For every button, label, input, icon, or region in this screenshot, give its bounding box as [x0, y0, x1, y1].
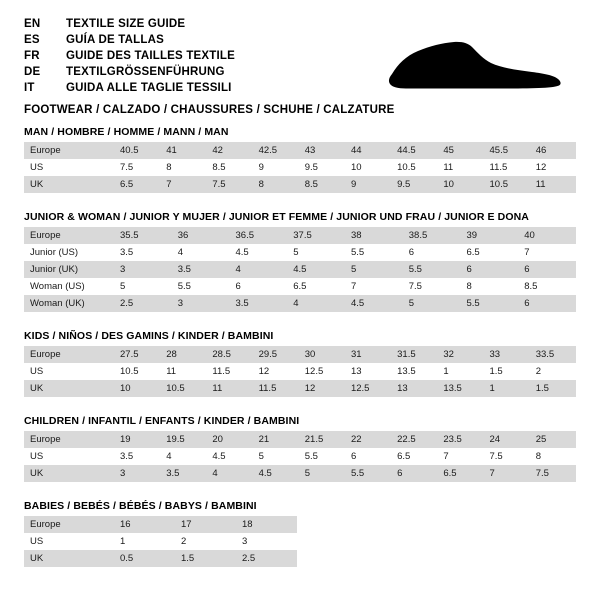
table-cell: 16 — [114, 516, 175, 533]
table-cell: 4 — [287, 295, 345, 312]
table-cell: 7.5 — [403, 278, 461, 295]
table-cell: 6.5 — [391, 448, 437, 465]
table-cell: 6.5 — [437, 465, 483, 482]
table-cell: 28.5 — [206, 346, 252, 363]
language-row — [24, 32, 235, 48]
row-label: Europe — [24, 227, 114, 244]
language-code: ES — [24, 34, 40, 46]
table-cell: 5.5 — [345, 465, 391, 482]
table-cell: 5 — [345, 261, 403, 278]
language-row — [24, 48, 235, 64]
table-cell: 23.5 — [437, 431, 483, 448]
table-cell: 36.5 — [230, 227, 288, 244]
table-cell: 10.5 — [160, 380, 206, 397]
table-cell: 12 — [299, 380, 345, 397]
table-cell: 9.5 — [391, 176, 437, 193]
table-cell: 17 — [175, 516, 236, 533]
table-cell: 5.5 — [403, 261, 461, 278]
size-group-kids — [24, 330, 576, 397]
group-title: CHILDREN / INFANTIL / ENFANTS / KINDER / BAMBINI — [24, 415, 300, 427]
table-cell: 25 — [530, 431, 576, 448]
table-row — [24, 465, 576, 482]
language-title: TEXTILGRÖSSENFÜHRUNG — [66, 66, 225, 78]
table-cell: 45.5 — [484, 142, 530, 159]
row-label: Woman (US) — [24, 278, 114, 295]
row-label: Junior (UK) — [24, 261, 114, 278]
size-group-children — [24, 415, 576, 482]
language-title-list — [24, 16, 235, 96]
row-label: Europe — [24, 142, 114, 159]
size-table — [24, 142, 576, 193]
table-cell: 40.5 — [114, 142, 160, 159]
table-cell: 21 — [253, 431, 299, 448]
row-label: Europe — [24, 346, 114, 363]
table-cell: 1 — [114, 533, 175, 550]
table-cell: 36 — [172, 227, 230, 244]
table-cell: 20 — [206, 431, 252, 448]
table-cell: 12.5 — [345, 380, 391, 397]
table-cell: 10.5 — [484, 176, 530, 193]
row-label: UK — [24, 176, 114, 193]
row-label: US — [24, 159, 114, 176]
language-code: DE — [24, 66, 41, 78]
table-cell: 7.5 — [484, 448, 530, 465]
table-cell: 2 — [175, 533, 236, 550]
table-cell: 10.5 — [114, 363, 160, 380]
table-cell: 8.5 — [206, 159, 252, 176]
row-label: UK — [24, 380, 114, 397]
table-cell: 5.5 — [299, 448, 345, 465]
size-group-junior-woman — [24, 211, 576, 312]
table-cell: 5 — [299, 465, 345, 482]
table-cell: 4.5 — [287, 261, 345, 278]
table-cell: 8 — [530, 448, 576, 465]
table-cell: 3 — [172, 295, 230, 312]
table-cell: 7.5 — [530, 465, 576, 482]
table-cell: 42.5 — [253, 142, 299, 159]
table-cell: 43 — [299, 142, 345, 159]
table-cell: 19.5 — [160, 431, 206, 448]
table-cell: 4.5 — [253, 465, 299, 482]
size-table — [24, 227, 576, 312]
table-cell: 40 — [518, 227, 576, 244]
table-cell: 11.5 — [253, 380, 299, 397]
table-cell: 3.5 — [114, 244, 172, 261]
table-cell: 5 — [403, 295, 461, 312]
language-row — [24, 16, 235, 32]
language-code: EN — [24, 18, 41, 30]
language-row — [24, 64, 235, 80]
table-cell: 31 — [345, 346, 391, 363]
table-cell: 6.5 — [114, 176, 160, 193]
table-cell: 7 — [160, 176, 206, 193]
table-cell: 7 — [437, 448, 483, 465]
group-title: BABIES / BEBÉS / BÉBÉS / BABYS / BAMBINI — [24, 500, 257, 512]
size-group-babies — [24, 500, 576, 567]
table-cell: 3.5 — [230, 295, 288, 312]
table-cell: 33 — [484, 346, 530, 363]
table-cell: 5.5 — [461, 295, 519, 312]
table-cell: 12 — [530, 159, 576, 176]
table-cell: 1 — [437, 363, 483, 380]
table-row — [24, 261, 576, 278]
table-row — [24, 244, 576, 261]
table-cell: 1.5 — [175, 550, 236, 567]
table-cell: 37.5 — [287, 227, 345, 244]
table-cell: 5 — [253, 448, 299, 465]
table-cell: 6 — [391, 465, 437, 482]
table-cell: 6.5 — [287, 278, 345, 295]
size-group-man — [24, 126, 576, 193]
table-cell: 22 — [345, 431, 391, 448]
table-cell: 10 — [345, 159, 391, 176]
table-cell: 10 — [114, 380, 160, 397]
table-cell: 0.5 — [114, 550, 175, 567]
table-cell: 6 — [461, 261, 519, 278]
language-title: GUIDE DES TAILLES TEXTILE — [66, 50, 235, 62]
table-row — [24, 380, 576, 397]
language-title: GUÍA DE TALLAS — [66, 34, 164, 46]
row-label: Junior (US) — [24, 244, 114, 261]
table-row — [24, 533, 297, 550]
table-cell: 4 — [172, 244, 230, 261]
table-cell: 8 — [461, 278, 519, 295]
table-cell: 1 — [484, 380, 530, 397]
table-cell: 19 — [114, 431, 160, 448]
table-cell: 11.5 — [206, 363, 252, 380]
group-title: JUNIOR & WOMAN / JUNIOR Y MUJER / JUNIOR ET FEMME / JUNIOR UND FRAU / JUNIOR E DONA — [24, 211, 529, 223]
document-header — [24, 16, 576, 116]
group-title: KIDS / NIÑOS / DES GAMINS / KINDER / BAMBINI — [24, 330, 274, 342]
table-cell: 9 — [345, 176, 391, 193]
table-row — [24, 550, 297, 567]
table-cell: 4.5 — [345, 295, 403, 312]
row-label: UK — [24, 550, 114, 567]
size-table — [24, 516, 297, 567]
row-label: US — [24, 363, 114, 380]
table-cell: 33.5 — [530, 346, 576, 363]
table-cell: 28 — [160, 346, 206, 363]
table-cell: 7 — [345, 278, 403, 295]
table-row — [24, 431, 576, 448]
table-cell: 3 — [236, 533, 297, 550]
row-label: Woman (UK) — [24, 295, 114, 312]
table-cell: 39 — [461, 227, 519, 244]
footwear-section-title: FOOTWEAR / CALZADO / CHAUSSURES / SCHUHE / CALZATURE — [24, 104, 395, 116]
table-row — [24, 295, 576, 312]
table-row — [24, 176, 576, 193]
table-cell: 4.5 — [230, 244, 288, 261]
language-title: TEXTILE SIZE GUIDE — [66, 18, 186, 30]
table-cell: 13.5 — [391, 363, 437, 380]
table-row — [24, 278, 576, 295]
table-cell: 11 — [530, 176, 576, 193]
table-cell: 8 — [253, 176, 299, 193]
table-cell: 12.5 — [299, 363, 345, 380]
table-cell: 3.5 — [172, 261, 230, 278]
table-cell: 7 — [518, 244, 576, 261]
table-cell: 42 — [206, 142, 252, 159]
table-cell: 6.5 — [461, 244, 519, 261]
table-cell: 9 — [253, 159, 299, 176]
table-cell: 4.5 — [206, 448, 252, 465]
row-label: US — [24, 448, 114, 465]
table-cell: 12 — [253, 363, 299, 380]
table-row — [24, 142, 576, 159]
table-cell: 3.5 — [160, 465, 206, 482]
table-cell: 6 — [518, 295, 576, 312]
table-cell: 3 — [114, 465, 160, 482]
table-cell: 10 — [437, 176, 483, 193]
table-cell: 8 — [160, 159, 206, 176]
table-cell: 30 — [299, 346, 345, 363]
table-cell: 32 — [437, 346, 483, 363]
table-cell: 6 — [403, 244, 461, 261]
table-row — [24, 516, 297, 533]
table-cell: 44 — [345, 142, 391, 159]
table-cell: 24 — [484, 431, 530, 448]
table-cell: 11 — [160, 363, 206, 380]
table-cell: 9.5 — [299, 159, 345, 176]
table-cell: 2.5 — [114, 295, 172, 312]
table-cell: 38.5 — [403, 227, 461, 244]
size-table — [24, 346, 576, 397]
table-cell: 6 — [345, 448, 391, 465]
table-cell: 31.5 — [391, 346, 437, 363]
table-cell: 3 — [114, 261, 172, 278]
table-cell: 8.5 — [518, 278, 576, 295]
table-cell: 13 — [391, 380, 437, 397]
table-cell: 13.5 — [437, 380, 483, 397]
table-cell: 7.5 — [206, 176, 252, 193]
table-cell: 1.5 — [530, 380, 576, 397]
table-row — [24, 346, 576, 363]
table-cell: 4 — [230, 261, 288, 278]
table-cell: 2 — [530, 363, 576, 380]
table-cell: 29.5 — [253, 346, 299, 363]
table-cell: 22.5 — [391, 431, 437, 448]
table-row — [24, 159, 576, 176]
table-cell: 11.5 — [484, 159, 530, 176]
row-label: Europe — [24, 431, 114, 448]
table-cell: 41 — [160, 142, 206, 159]
table-cell: 21.5 — [299, 431, 345, 448]
table-cell: 38 — [345, 227, 403, 244]
language-row — [24, 80, 235, 96]
table-row — [24, 448, 576, 465]
table-cell: 2.5 — [236, 550, 297, 567]
table-cell: 7 — [484, 465, 530, 482]
table-cell: 10.5 — [391, 159, 437, 176]
table-cell: 4 — [206, 465, 252, 482]
language-code: FR — [24, 50, 40, 62]
table-cell: 3.5 — [114, 448, 160, 465]
row-label: US — [24, 533, 114, 550]
table-cell: 6 — [518, 261, 576, 278]
table-cell: 13 — [345, 363, 391, 380]
table-cell: 5.5 — [172, 278, 230, 295]
language-code: IT — [24, 82, 35, 94]
table-cell: 5 — [114, 278, 172, 295]
table-cell: 18 — [236, 516, 297, 533]
table-cell: 6 — [230, 278, 288, 295]
row-label: Europe — [24, 516, 114, 533]
table-cell: 4 — [160, 448, 206, 465]
table-cell: 11 — [206, 380, 252, 397]
group-title: MAN / HOMBRE / HOMME / MANN / MAN — [24, 126, 229, 138]
table-cell: 5 — [287, 244, 345, 261]
table-cell: 1.5 — [484, 363, 530, 380]
table-cell: 35.5 — [114, 227, 172, 244]
table-cell: 27.5 — [114, 346, 160, 363]
dress-shoe-icon — [384, 34, 564, 96]
row-label: UK — [24, 465, 114, 482]
language-title: GUIDA ALLE TAGLIE TESSILI — [66, 82, 232, 94]
size-table — [24, 431, 576, 482]
table-row — [24, 227, 576, 244]
table-cell: 8.5 — [299, 176, 345, 193]
table-cell: 5.5 — [345, 244, 403, 261]
table-row — [24, 363, 576, 380]
table-cell: 11 — [437, 159, 483, 176]
table-cell: 46 — [530, 142, 576, 159]
table-cell: 7.5 — [114, 159, 160, 176]
table-cell: 45 — [437, 142, 483, 159]
table-cell: 44.5 — [391, 142, 437, 159]
